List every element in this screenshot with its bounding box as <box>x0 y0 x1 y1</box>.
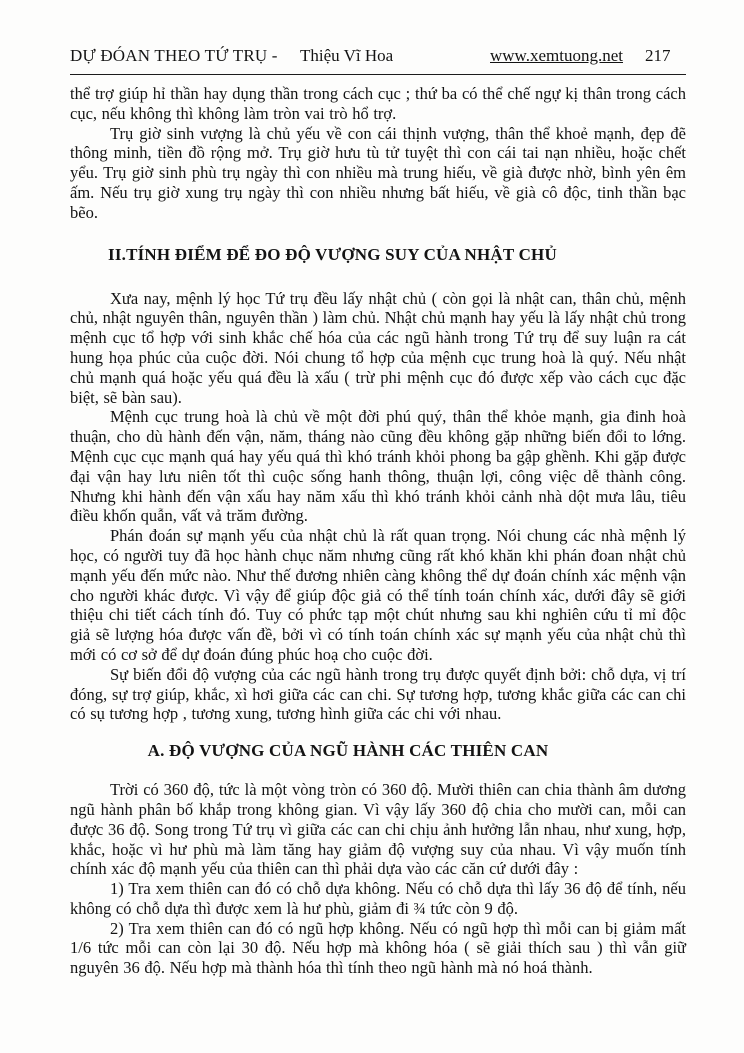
book-title: DỰ ĐÓAN THEO TỨ TRỤ - <box>70 46 278 65</box>
page-body <box>70 84 686 978</box>
page-number: 217 <box>645 46 671 65</box>
paragraph-list-item-2: 2) Tra xem thiên can đó có ngũ hợp không. Nếu có ngũ hợp thì mỗi can bị giảm mất 1/6 tức mỗi can còn lại 30 độ. Nếu hợp mà không hóa ( sẽ giải thích sau ) thì vẫn giữ nguyên 36 độ. Nếu hợp mà thành hóa thì tính theo ngũ hành mà nó hoá thành. <box>70 918 686 978</box>
paragraph-list-item-1: 1) Tra xem thiên can đó có chỗ dựa không. Nếu có chỗ dựa thì lấy 36 độ để tính, nếu không có chỗ dựa thì được xem là hư phù, giảm đi ¾ tức còn 9 độ. <box>70 879 686 918</box>
paragraph: Trời có 360 độ, tức là một vòng tròn có 360 độ. Mười thiên can chia thành âm dương ngũ hành phân bố khắp trong không gian. Vì vậy lấy 360 độ chia cho mười can, mỗi can được 36 độ. Song trong Tứ trụ vì giữa các can chi chịu ảnh hưởng lẫn nhau, như xung, hợp, khắc, hoặc vì hư phù mà làm tăng hay giảm độ vượng suy của nhau. Vì vậy muốn tính chính xác độ mạnh yếu của thiên can thì phải dựa vào các căn cứ dưới đây : <box>70 780 686 879</box>
paragraph: Xưa nay, mệnh lý học Tứ trụ đều lấy nhật chủ ( còn gọi là nhật can, thân chủ, mệnh chủ, nhật nguyên thân, nguyên thần ) làm chủ. Nhật chủ mạnh hay yếu là lấy nhật chủ trong mệnh cục tổ hợp với sinh khắc chế hóa của các ngũ hành trong Tứ trụ để suy luận ra cát hung họa phúc của cuộc đời. Nói chung tổ hợp của mệnh cục trung hoà là quý. Nếu nhật chủ mạnh quá hoặc yếu quá đều là xấu ( trừ phi mệnh cục đó được xếp vào cách cục đặc biệt, sẽ bàn sau). <box>70 288 686 407</box>
author-name: Thiệu Vĩ Hoa <box>300 46 394 65</box>
section-heading-ii: II.TÍNH ĐIỂM ĐỂ ĐO ĐỘ VƯỢNG SUY CỦA NHẬT CHỦ <box>108 244 557 264</box>
paragraph: Mệnh cục trung hoà là chủ về một đời phú quý, thân thể khỏe mạnh, gia đinh hoà thuận, cho dù hành đến vận, năm, tháng nào cũng đều không gặp những biến đổi to lớng. Mệnh cục cục mạnh quá hay yếu quá thì khó tránh khỏi phong ba gập ghềnh. Khi gặp được đại vận hay lưu niên tốt thì cuộc sống hanh thông, thuận lợi, công việc dễ thành công. Nhưng khi hành đến vận xấu hay năm xấu thì khó tránh khỏi cảnh nhà dột mưa lâu, tiêu điều khốn quẫn, vất vả trăm đường. <box>70 407 686 526</box>
website-link[interactable]: www.xemtuong.net <box>490 46 623 65</box>
paragraph-continued: thể trợ giúp hỉ thần hay dụng thần trong cách cục ; thứ ba có thể chế ngự kị thân trong cách cục, nếu không thì không làm tròn vai trò hổ trợ. <box>70 84 686 123</box>
paragraph: Trụ giờ sinh vượng là chủ yếu về con cái thịnh vượng, thân thể khoẻ mạnh, đẹp đẽ thông minh, tiền đồ rộng mở. Trụ giờ hưu tù tử tuyệt thì con cái tai nạn nhiều, hoặc chết yểu. Trụ giờ sinh phù trụ ngày thì con nhiều mà trung hiếu, về già được nhờ, bình yên êm ấm. Nếu trụ giờ xung trụ ngày thì con nhiều nhưng bất hiếu, về già cô độc, tinh thần bạc bẽo. <box>70 123 686 222</box>
page-header <box>0 46 744 68</box>
section-heading-a: A. ĐỘ VƯỢNG CỦA NGŨ HÀNH CÁC THIÊN CAN <box>147 741 549 761</box>
paragraph: Phán đoán sự mạnh yếu của nhật chủ là rất quan trọng. Nói chung các nhà mệnh lý học, có người tuy đã học hành chục năm nhưng cũng rất khó khăn khi phán đoan nhật chủ mạnh yếu đến mức nào. Như thế đương nhiên càng không thể dự đoán chính xác mệnh vận cho người khác được. Vì vậy để giúp độc giả có thể tính toán chính xác, dưới đây sẽ giới thiệu chi tiết cách tính đó. Tuy có phức tạp một chút nhưng sau khi nghiên cứu tỉ mỉ độc giả sẽ lượng hóa được vấn đề, bởi vì có tính toán chính xác sự mạnh yếu của nhật chủ thì mới có cơ sở để dự đoán đúng phúc hoạ cho cuộc đời. <box>70 526 686 664</box>
paragraph: Sự biến đổi độ vượng của các ngũ hành trong trụ được quyết định bởi: chỗ dựa, vị trí đóng, sự trợ giúp, khắc, xì hơi giữa các can chi. Sự tương hợp, tương khắc giữa các can chi có sụ tương hợp , tương xung, tương hình giữa các chi với nhau. <box>70 664 686 724</box>
header-divider <box>70 74 686 75</box>
